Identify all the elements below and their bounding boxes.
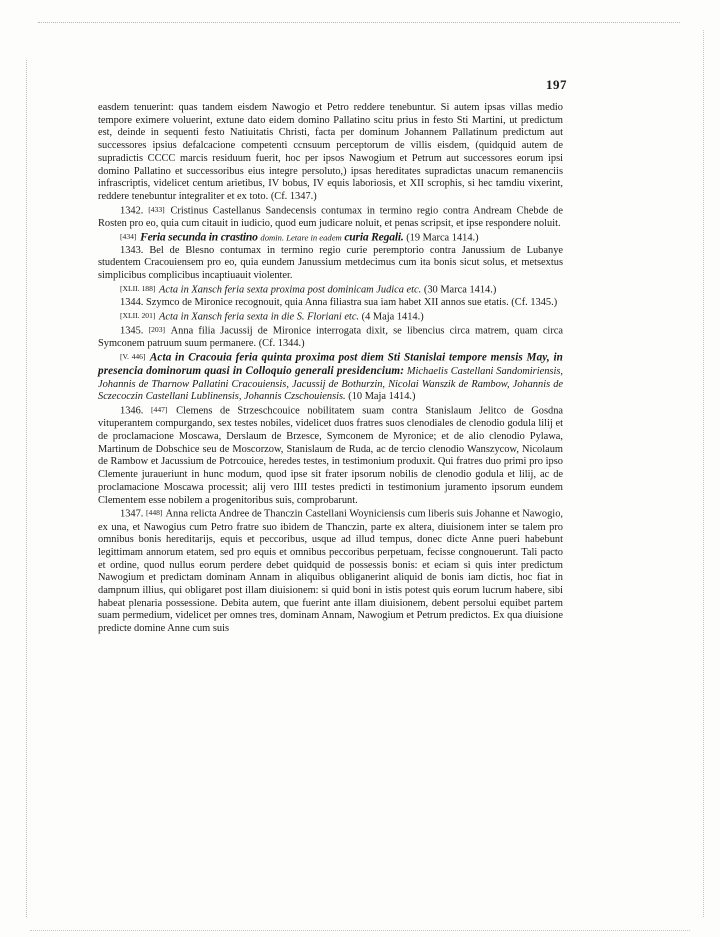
entry-number: 1347. — [120, 508, 144, 520]
entry-text: Cristinus Castellanus Sandecensis contumax in termino regio contra Andream Chebde de Rosten pro eo, quia cum citauit in iudicio, quod eum judicare noluit, et penas scripsit, et ipse respondere noluit. — [98, 205, 563, 229]
source-reference: [203] — [148, 324, 166, 334]
source-reference: [434] — [120, 231, 137, 241]
scan-edge-right — [703, 30, 704, 917]
paragraph-text: easdem tenuerint: quas tandem eisdem Nawogio et Petro reddere tenebuntur. Si autem ipsas villas medio tempore eximere voluerint, extune dato eidem domino Pallatino scitu prius in festo Sti Martini, ut predictum est, deinde in sequenti festo Natiuitatis Christi, facta per dominum Johannem Pallatinum predictum aut successores ipsius defalcacione competenti ccnsuum perceptorum de villis eisdem, (quidquid autem de supradictis CCCC marcis residuum fuerit, hoc per ipsos Nawogium et Petrum aut successores eorum ipsi domino Pallatino et successoribus eius integre persoluto,) ipsas hereditates supradictas unacum remanenciis infrascriptis, videlicet centum arietibus, IV bobus, IV equis laboriosis, et XII scrophis, si hec tamdiu vixerint, reddere tenebuntur integraliter et ex toto. (Cf. 1347.) — [98, 102, 563, 202]
entry-number: 1346. — [120, 405, 144, 417]
entry-1346 — [98, 404, 563, 507]
note-italic-text: Acta in Xansch feria sexta proxima post dominicam Judica etc. — [159, 284, 422, 296]
heading-small-text: domin. Letare in eadem — [260, 232, 342, 243]
entry-text: Anna filia Jacussij de Mironice interrogata dixit, se libencius circa matrem, quam circa Symconem patruum suum permanere. (Cf. 1344.) — [98, 325, 564, 350]
note-date: (30 Marca 1414.) — [423, 284, 497, 296]
paragraph-continuation — [98, 102, 563, 204]
entry-1343 — [98, 245, 563, 283]
source-reference: [447] — [151, 405, 168, 415]
entry-1344 — [98, 297, 563, 310]
entry-text: Clemens de Strzeschcouice nobilitatem suam contra Stanislaum Jelitco de Gosdna vituperantem compurgando, sex testes nobiles, videlicet duos fratres suos clenodiales de clenodio godula lilij et de proclamacione Moscawa, Derslaum de Brzesce, Symconem de Myronice; et de alio clenodio Pylawa, Martinum de Dobschice seu de Moscorzow, Stanislaum de Ruda, ac de tercio clenodio Wanszycow, Nicolaum de Rambow et Jacussium de Potrcouice, heredes testes, in testimonium produxit. Qui fratres duo primi pro ipso Clemente juraueriunt in hunc modum, quod ipse sit frater ipsorum nobilis de clenodio godula et lilij, ac de proclamacione Moscawa processit; alij vero IIII testes predicti in testimonium juramento ipsorum eundem Clementem esse nobilem a progenitoribus suis, comprobarunt. — [98, 405, 563, 506]
acta-note — [98, 310, 563, 324]
body-text — [98, 102, 563, 636]
section-date: (10 Maja 1414.) — [348, 391, 416, 403]
source-reference: [XLII. 201] — [120, 310, 156, 320]
source-reference: [V. 446] — [120, 351, 146, 361]
entry-number: 1344. — [120, 297, 144, 309]
heading-date: (19 Marca 1414.) — [406, 232, 479, 244]
section-heading — [98, 351, 563, 404]
scan-edge-bottom — [30, 930, 690, 931]
entry-number: 1342. — [120, 205, 144, 217]
source-reference: [433] — [148, 204, 165, 214]
page-number: 197 — [546, 77, 567, 92]
section-bold-text: Acta in Cracouia feria quinta proxima post diem Sti Stanislai tempore mensis May, in presencia dominorum quasi in Colloquio generali presidencium: — [98, 351, 564, 378]
heading-bold-text: Feria secunda in crastino — [140, 230, 258, 244]
section-italic-names: Michaelis Castellani Sandomiriensis, Johannis de Tharnow Pallatini Cracouiensis, Jacussij de Bothurzin, Nicolai Wanszik de Rambow, Johannis de Sczecoczin Castellani Lublinensis, Johannis Czschouiensis. — [98, 366, 563, 403]
entry-number: 1343. — [120, 244, 144, 256]
note-italic-text: Acta in Xansch feria sexta in die S. Floriani etc. — [159, 311, 360, 323]
entry-1342 — [98, 204, 563, 231]
entry-text: Anna relicta Andree de Thanczin Castellani Woyniciensis cum liberis suis Johanne et Nawogio, ex una, et Nawogius cum Petro fratre suo ibidem de Thanczin, parte ex altera, diuisionem inter se talem pro omnibus bonis hereditarijs, equis et peccoribus, usque ad illud tempus, donec dicte Anne pueri habebunt legittimam annorum etatem, sed pro equis et omnibus peccoribus perpetuam, fecisse congnouerunt. Tali pacto et ordine, quod nullus eorum perdere debet quidquid de possessis bonis: et eciam si quis inter predictum Nawogium et predictam dominam Annam in aliquibus obliganerint aliquid de bonis iam dictis, hoc fiat in dampnum illius, qui obligaret post illam diuisionem: si quid boni in istis potest quis eorum lucrum habere, sibi habeat plenaria possessione. Debita autem, que fuerint ante illam diuisionem, debent persolui equibet partem suam permedium, videlicet per omnes tres, dominam Annam, Nawogium et Petrum predictos. Ex qua diuisione predicte domine Anne cum suis — [98, 508, 563, 635]
scan-edge-left — [26, 60, 27, 917]
session-heading — [98, 231, 563, 245]
acta-note — [98, 283, 563, 297]
entry-number: 1345. — [120, 325, 144, 337]
entry-1347 — [98, 507, 563, 636]
entry-1345 — [98, 324, 563, 351]
entry-text: Szymco de Mironice recognouit, quia Anna filiastra sua iam habet XII annos sue etatis. (Cf. 1345.) — [146, 297, 558, 309]
entry-text: Bel de Blesno contumax in termino regio curie peremptorio contra Janussium de Lubanye studentem Cracouiensem pro eo, quia eundem Janussium metdecimus cum ita bonis sicut solus, et metsextus simplicibus complicibus incaptiuauit violenter. — [98, 244, 563, 282]
source-reference: [448] — [146, 508, 163, 518]
note-date: (4 Maja 1414.) — [361, 311, 424, 323]
heading-bold-text: curia Regali. — [344, 230, 404, 244]
scan-edge-top — [38, 22, 680, 23]
source-reference: [XLII. 188] — [120, 283, 156, 293]
